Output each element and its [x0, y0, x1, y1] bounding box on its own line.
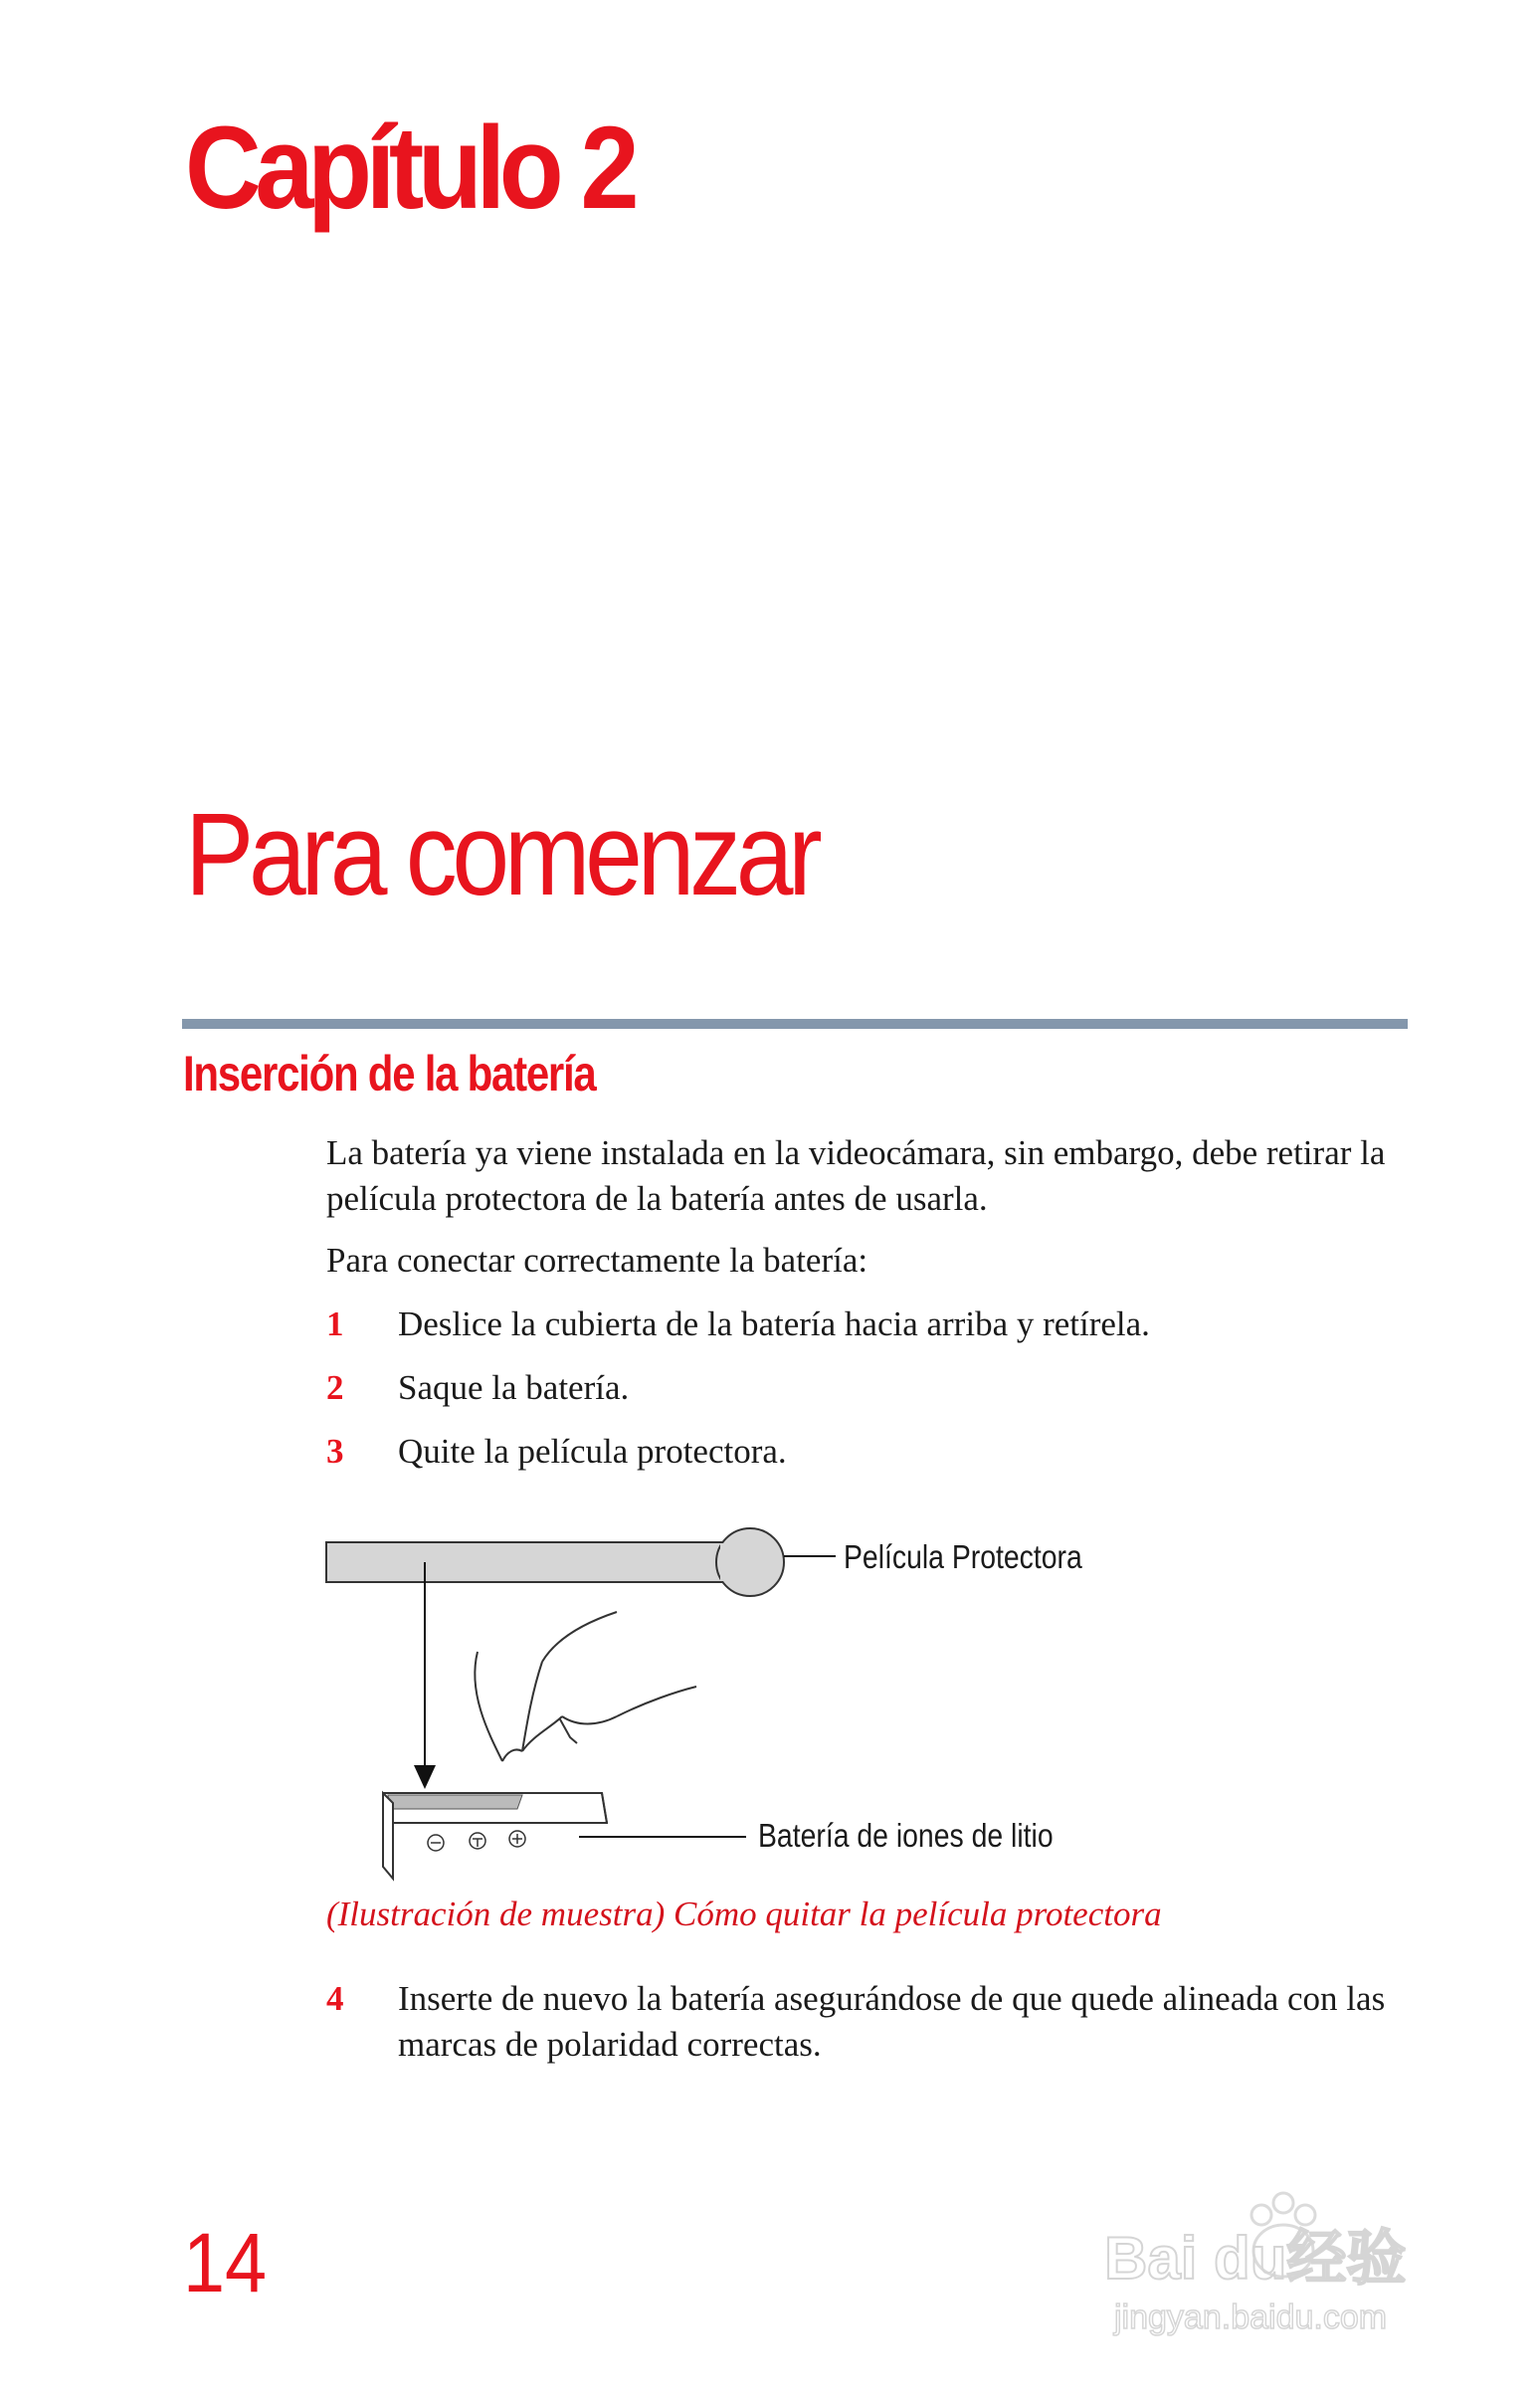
- battery-label: Batería de iones de litio: [758, 1817, 1054, 1854]
- step-number: 4: [326, 1979, 344, 2018]
- step-text: Saque la batería.: [398, 1368, 630, 1407]
- figure-caption: (Ilustración de muestra) Cómo quitar la película protectora: [326, 1895, 1162, 1933]
- page-number: 14: [183, 2216, 268, 2309]
- chapter-title: Para comenzar: [185, 789, 818, 920]
- protective-film-strip: [326, 1528, 784, 1596]
- step-number: 3: [326, 1432, 344, 1471]
- lead-in-text: Para conectar correctamente la batería:: [326, 1241, 868, 1280]
- svg-text:Bai du经验: Bai du经验: [1104, 2225, 1407, 2292]
- chapter-heading: Capítulo 2: [185, 102, 634, 234]
- step-number: 1: [326, 1304, 344, 1343]
- step-text: Deslice la cubierta de la batería hacia arriba y retírela.: [398, 1304, 1150, 1343]
- battery-illustration: [383, 1793, 607, 1879]
- section-divider: [182, 1019, 1408, 1029]
- step-number: 2: [326, 1368, 344, 1407]
- hand-illustration: [475, 1612, 696, 1761]
- down-arrow-icon: [414, 1562, 436, 1789]
- step-text: Quite la película protectora.: [398, 1432, 787, 1471]
- intro-paragraph: La batería ya viene instalada en la videocámara, sin embargo, debe retirar la película protectora de la batería antes de usarla.: [326, 1133, 1386, 1218]
- baidu-watermark-logo: [1094, 2169, 1472, 2348]
- section-heading: Inserción de la batería: [183, 1046, 596, 1101]
- step-text: Inserte de nuevo la batería asegurándose de que quede alineada con las marcas de polaridad correctas.: [398, 1979, 1386, 2064]
- svg-text:jingyan.baidu.com: jingyan.baidu.com: [1114, 2299, 1388, 2336]
- film-label: Película Protectora: [844, 1538, 1082, 1575]
